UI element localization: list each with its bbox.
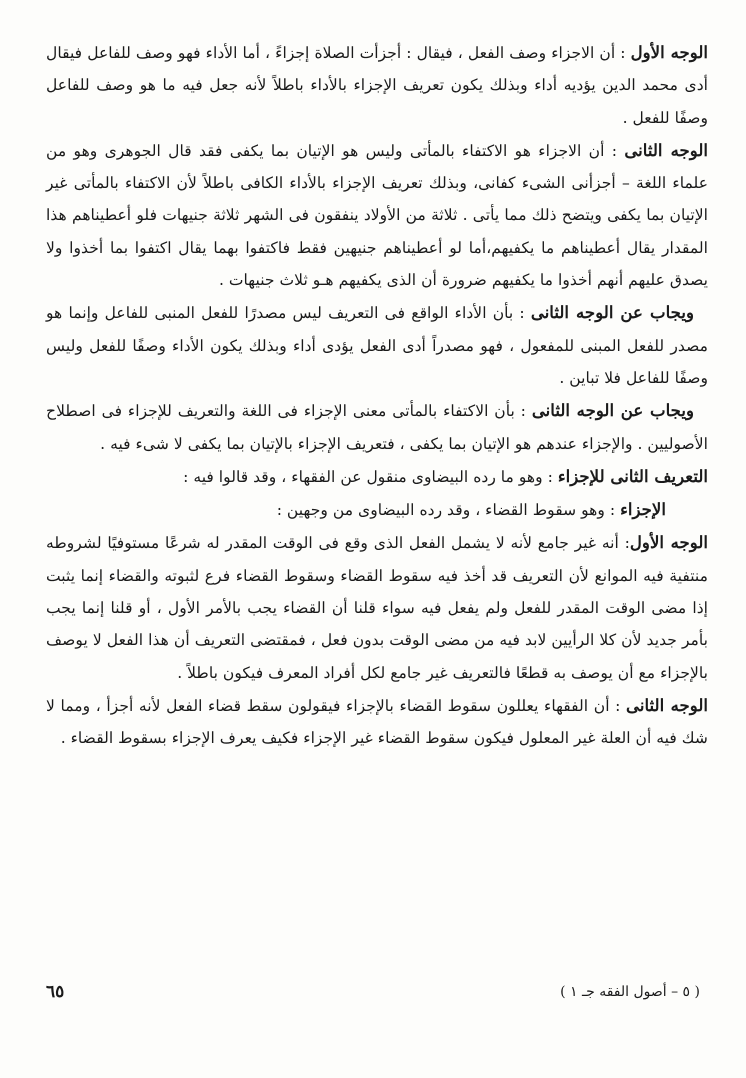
paragraph-reply-1	[46, 296, 708, 394]
paragraph-heading: الوجه الأول	[630, 42, 708, 62]
paragraph-text: : وهو ما رده البيضاوى منقول عن الفقهاء ، وقد قالوا فيه :	[183, 467, 558, 486]
paragraph-heading: الوجه الأول	[629, 532, 708, 553]
paragraph-first-objection	[46, 526, 708, 688]
paragraph-text: : وهو سقوط القضاء ، وقد رده البيضاوى من وجهين :	[276, 501, 621, 520]
paragraph-text: : بأن الأداء الواقع فى التعريف ليس مصدرًا للفعل المنبى للفاعل وإنما هو مصدر للفعل المبنى للمفعول ، فهو مصدراً أدى الفعل يؤدى أداء وبذلك يكون الأداء وصفًا للفعل وليس وصفًا للفاعل فلا تباين .	[46, 304, 708, 387]
paragraph-heading: التعريف الثانى للإجزاء	[557, 465, 708, 486]
paragraph-first-aspect	[46, 36, 708, 134]
paragraph-ijza-definition	[46, 493, 708, 526]
paragraph-heading: الوجه الثانى	[626, 694, 708, 715]
page-number: ٦٥	[46, 982, 65, 1002]
paragraph-heading: الإجزاء	[620, 499, 666, 520]
paragraph-text: : أنه غير جامع لأنه لا يشمل الفعل الذى وقع فى الوقت المقدر له شرعًا مستوفيًا لشروطه منتفية فيه الموانع لأن التعريف قد أخذ فيه سقوط القضاء وسقوط القضاء فرع لثبوته والقضاء إنما يثبت إذا مضى الوقت المقدر للفعل ولم يفعل فيه سواء قلنا أن القضاء يجب بالأمر الأول ، أو قلنا إنما يجب بأمر جديد لأن كلا الرأيين لابد فيه من مضى الوقت بدون فعل ، فمقتضى التعريف أن هذا الفعل لا يوصف بالإجزاء مع أن يوصف به قطعًا فالتعريف غير جامع لكل أفراد المعرف فيكون باطلاً .	[46, 534, 708, 682]
page-footer	[46, 982, 700, 1002]
paragraph-second-objection	[46, 689, 708, 755]
paragraph-text: : أن الفقهاء يعللون سقوط القضاء بالإجزاء فيقولون سقط قضاء الفعل لأنه أجزأ ، ومما لا شك فيه أن العلة غير المعلول فيكون سقوط القضاء غير الإجزاء فكيف يعرف الإجزاء بسقوط القضاء .	[46, 696, 708, 748]
paragraph-heading: الوجه الثانى	[624, 139, 708, 160]
paragraph-text: : أن الاجزاء وصف الفعل ، فيقال : أجزأت الصلاة إجزاءً ، أما الأداء فهو وصف للفاعل فيقال أدى محمد الدين يؤديه أداء وبذلك يكون تعريف الإجزاء بالأداء باطلاً لأنه جعل فيه ما هو وصف للفاعل وصفًا للفعل .	[46, 44, 708, 127]
paragraph-heading: ويجاب عن الوجه الثانى	[530, 302, 694, 323]
paragraph-heading: ويجاب عن الوجه الثانى	[531, 400, 694, 421]
footer-chapter-reference: ( ٥ – أصول الفقه جـ ١ )	[560, 984, 700, 1000]
paragraph-second-definition	[46, 460, 708, 493]
paragraph-text: : أن الاجزاء هو الاكتفاء بالمأتى وليس هو الإتيان بما يكفى فقد قال الجوهرى وهو من علماء اللغة – أجزأنى الشىء كفانى، وبذلك تعريف الإجزاء بالأداء الكافى باطلاً لأن الاكتفاء بالمأتى غير الإتيان بما يكفى ويتضح ذلك مما يأتى . ثلاثة من الأولاد ينفقون فى الشهر ثلاثة جنيهات فلو أعطيناهم هذا المقدار يقال أعطيناهم ما يكفيهم،أما لو أعطيناهم جنيهين فقط فاكتفوا بهما يقال اكتفوا بما أخذوا ولا يصدق عليهم أنهم أخذوا ما يكفيهم ضرورة أن الذى يكفيهم هـو ثلاث جنيهات .	[46, 141, 708, 290]
paragraph-text: : بأن الاكتفاء بالمأتى معنى الإجزاء فى اللغة والتعريف للإجزاء فى اصطلاح الأصوليين . والإجزاء عندهم هو الإتيان بما يكفى ، فتعريف الإجزاء بالإتيان بما يكفى لا شىء فيه .	[46, 402, 708, 453]
paragraph-reply-2	[46, 394, 708, 460]
paragraph-second-aspect	[46, 134, 708, 296]
